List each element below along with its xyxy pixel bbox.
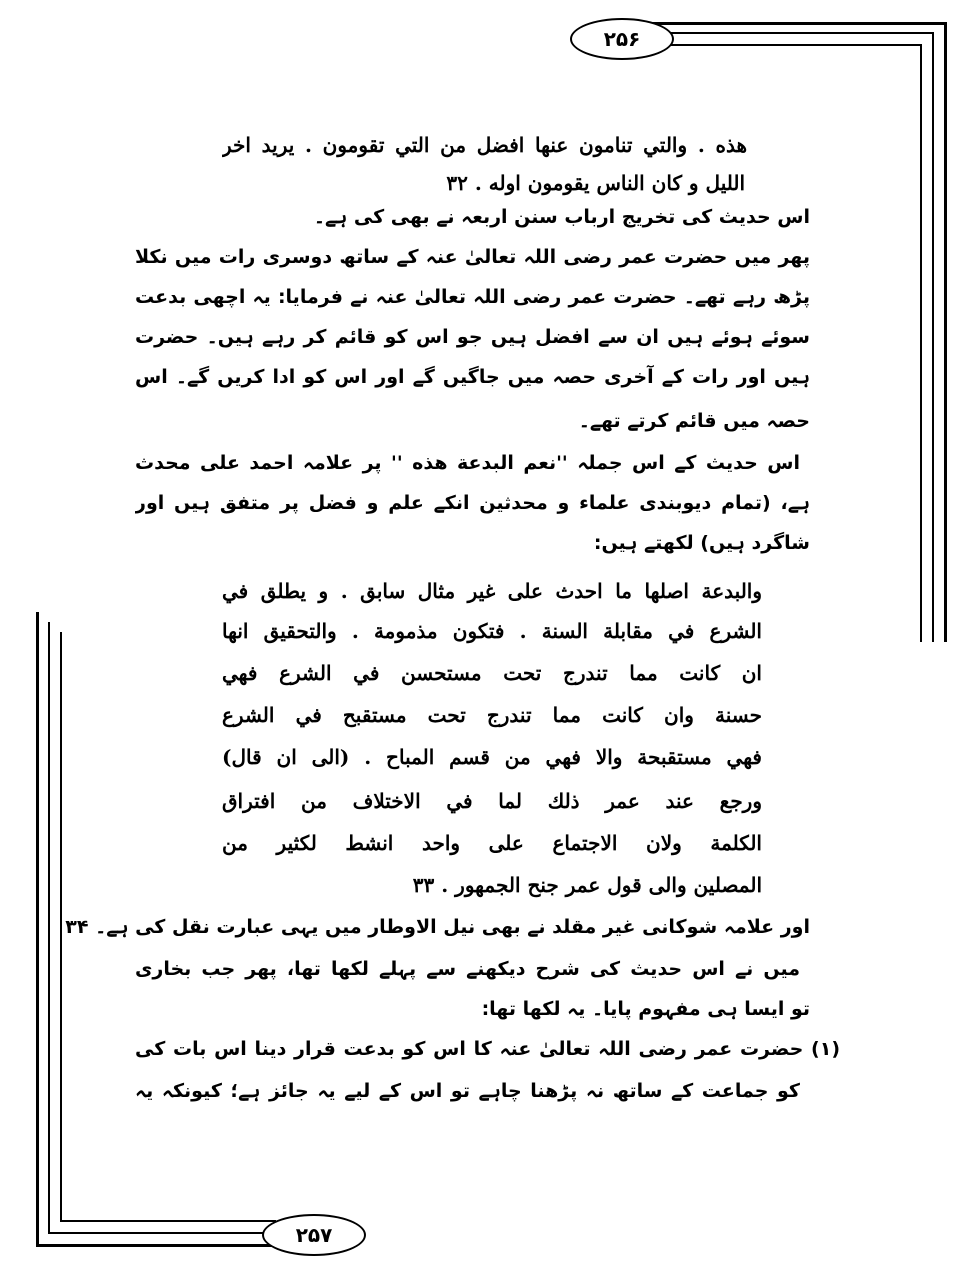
paragraph-line: سوئے ہوئے ہیں ان سے افضل ہیں جو اس کو قائم کر رہے ہیں۔ حضرت — [135, 326, 810, 348]
paragraph-line: تو ایسا ہی مفہوم پایا۔ یہ لکھا تھا: — [481, 998, 810, 1020]
list-item-line: کو جماعت کے ساتھ نہ پڑھنا چاہے تو اس کے لیے یہ جائز ہے؛ کیونکہ یہ — [135, 1080, 800, 1102]
arabic-quote-line: المصلين والى قول عمر جنح الجمهور . ۳۳ — [412, 873, 762, 897]
arabic-quote-line: الشرع في مقابلة السنة . فتكون مذمومة . والتحقيق انها — [222, 619, 762, 643]
arabic-quote-line: الكلمة ولان الاجتماع على واحد انشط لكثير من — [222, 831, 762, 855]
paragraph-line: میں نے اس حدیث کی شرح دیکھنے سے پہلے لکھا تھا، پھر جب بخاری — [135, 958, 800, 980]
arabic-quote-line: حسنة وان كانت مما تندرج تحت مستقبح في الشرع — [222, 703, 762, 727]
paragraph-line: پڑھ رہے تھے۔ حضرت عمر رضی اللہ تعالیٰ عنہ نے فرمایا: یہ اچھی بدعت — [135, 286, 810, 308]
paragraph-line: شاگرد ہیں) لکھتے ہیں: — [593, 532, 810, 554]
paragraph-line: ہیں اور رات کے آخری حصہ میں جاگیں گے اور اس کو ادا کریں گے۔ اس — [135, 366, 810, 388]
paragraph-line: پھر میں حضرت عمر رضی اللہ تعالیٰ عنہ کے ساتھ دوسری رات میں نکلا — [135, 246, 810, 268]
arabic-quote-line: والبدعة اصلها ما احدث على غير مثال سابق . و يطلق في — [222, 579, 762, 603]
arabic-quote-line: هذه . والتي تنامون عنها افضل من التي تقومون . يريد اخر — [222, 133, 747, 157]
list-item-line: (۱) حضرت عمر رضی اللہ تعالیٰ عنہ کا اس کو بدعت قرار دینا اس بات کی — [135, 1038, 840, 1060]
arabic-quote-line: ان كانت مما تندرج تحت مستحسن في الشرع فهي — [222, 661, 762, 685]
paragraph-line: اس حدیث کے اس جملہ ''نعم البدعة هذه '' پر علامہ احمد علی محدث — [135, 452, 800, 474]
arabic-quote-line: الليل و كان الناس يقومون اوله . ۳۲ — [446, 171, 745, 195]
page-number-top: ۲۵۶ — [570, 18, 674, 60]
arabic-quote-line: ورجع عند عمر ذلك لما في الاختلاف من افتراق — [222, 789, 762, 813]
page-number-bottom: ۲۵۷ — [262, 1214, 366, 1256]
arabic-quote-line: فهي مستقبحة والا فهي من قسم المباح . (الى ان قال) — [222, 745, 762, 769]
paragraph-line: ہے، (تمام دیوبندی علماء و محدثین انکے علم و فضل پر متفق ہیں اور — [135, 492, 810, 514]
paragraph-line: اس حدیث کی تخریج ارباب سنن اربعہ نے بھی کی ہے۔ — [313, 206, 810, 228]
paragraph-line: حصہ میں قائم کرتے تھے۔ — [578, 410, 810, 432]
paragraph-line: اور علامہ شوکانی غیر مقلد نے بھی نیل الاوطار میں یہی عبارت نقل کی ہے۔ ۳۴ — [65, 916, 810, 938]
